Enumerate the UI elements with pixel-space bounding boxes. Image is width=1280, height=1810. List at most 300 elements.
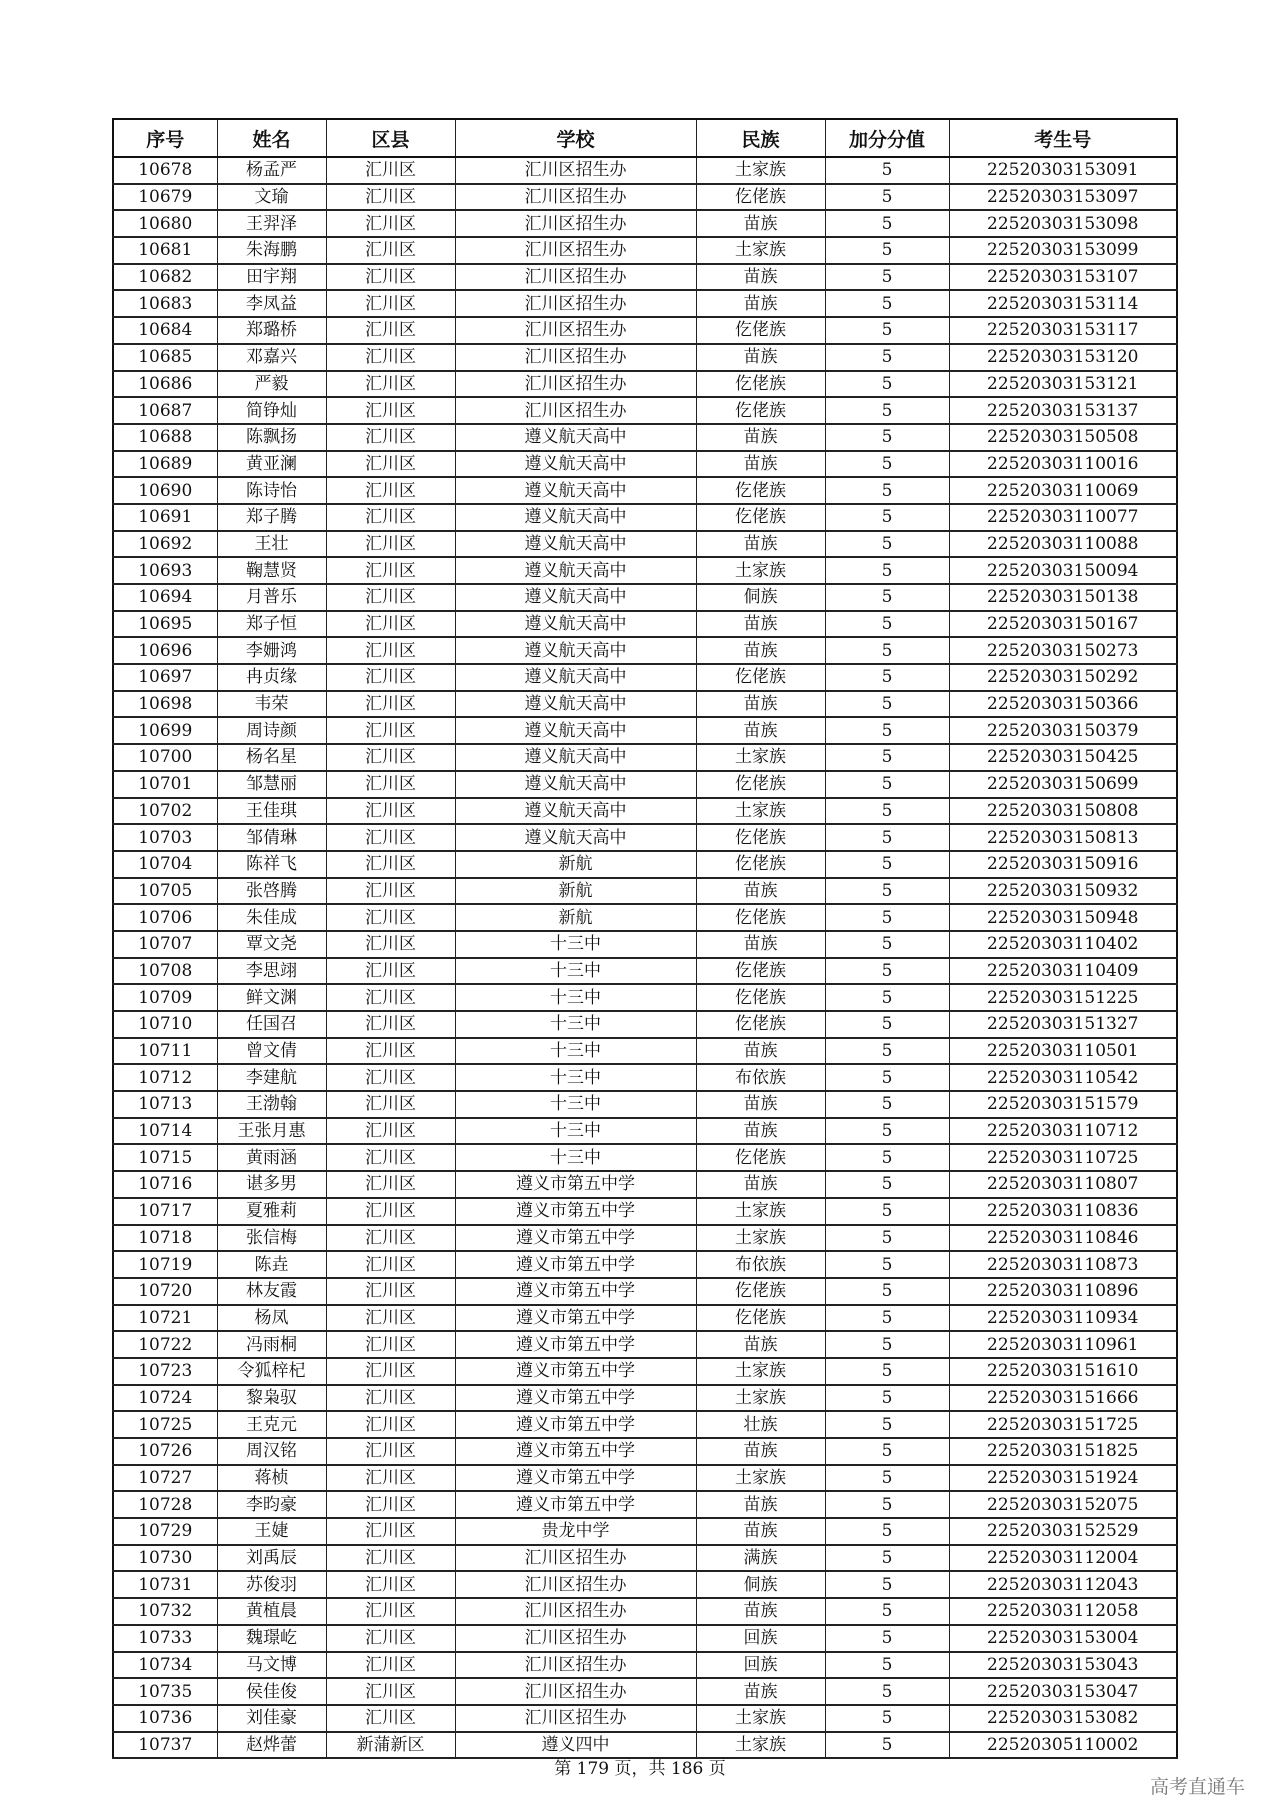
cell-name: 周诗颜 — [217, 717, 326, 744]
cell-ethnicity: 土家族 — [696, 1198, 825, 1225]
table-row — [113, 1571, 1177, 1598]
cell-school: 遵义航天高中 — [455, 744, 696, 771]
cell-exam-id: 22520305110002 — [949, 1732, 1177, 1759]
cell-ethnicity: 土家族 — [696, 1705, 825, 1732]
table-row — [113, 210, 1177, 237]
cell-school: 汇川区招生办 — [455, 317, 696, 344]
cell-district: 汇川区 — [326, 1225, 455, 1252]
cell-name: 邹慧丽 — [217, 771, 326, 798]
cell-exam-id: 22520303152529 — [949, 1518, 1177, 1545]
cell-school: 遵义市第五中学 — [455, 1225, 696, 1252]
cell-school: 十三中 — [455, 1118, 696, 1145]
cell-exam-id: 22520303150948 — [949, 904, 1177, 931]
cell-bonus: 5 — [825, 1118, 949, 1145]
cell-exam-id: 22520303110934 — [949, 1305, 1177, 1332]
cell-district: 汇川区 — [326, 184, 455, 211]
cell-school: 遵义航天高中 — [455, 424, 696, 451]
table-row — [113, 798, 1177, 825]
cell-district: 汇川区 — [326, 264, 455, 291]
cell-name: 鞠慧贤 — [217, 557, 326, 584]
cell-exam-id: 22520303150379 — [949, 717, 1177, 744]
cell-district: 汇川区 — [326, 1091, 455, 1118]
cell-exam-id: 22520303150167 — [949, 611, 1177, 638]
cell-ethnicity: 土家族 — [696, 1358, 825, 1385]
cell-district: 汇川区 — [326, 1385, 455, 1412]
cell-bonus: 5 — [825, 1545, 949, 1572]
cell-name: 谌多男 — [217, 1171, 326, 1198]
cell-ethnicity: 苗族 — [696, 637, 825, 664]
cell-exam-id: 22520303153114 — [949, 290, 1177, 317]
cell-school: 遵义航天高中 — [455, 531, 696, 558]
cell-ethnicity: 回族 — [696, 1625, 825, 1652]
watermark: 高考直通车 — [1150, 1776, 1246, 1798]
cell-index: 10678 — [113, 157, 217, 184]
table-row — [113, 584, 1177, 611]
cell-index: 10732 — [113, 1598, 217, 1625]
table-row — [113, 824, 1177, 851]
cell-school: 遵义市第五中学 — [455, 1465, 696, 1492]
cell-index: 10689 — [113, 451, 217, 478]
cell-ethnicity: 仡佬族 — [696, 477, 825, 504]
cell-name: 黄亚澜 — [217, 451, 326, 478]
cell-district: 汇川区 — [326, 1198, 455, 1225]
table-row — [113, 477, 1177, 504]
table-row — [113, 1411, 1177, 1438]
cell-index: 10728 — [113, 1491, 217, 1518]
cell-name: 赵烨蕾 — [217, 1732, 326, 1759]
cell-school: 遵义市第五中学 — [455, 1331, 696, 1358]
cell-exam-id: 22520303112004 — [949, 1545, 1177, 1572]
header-school: 学校 — [455, 119, 696, 157]
cell-name: 李姗鸿 — [217, 637, 326, 664]
cell-exam-id: 22520303110077 — [949, 504, 1177, 531]
cell-school: 遵义航天高中 — [455, 477, 696, 504]
cell-district: 汇川区 — [326, 1305, 455, 1332]
cell-exam-id: 22520303150699 — [949, 771, 1177, 798]
cell-index: 10702 — [113, 798, 217, 825]
header-name: 姓名 — [217, 119, 326, 157]
cell-bonus: 5 — [825, 1038, 949, 1065]
cell-name: 杨孟严 — [217, 157, 326, 184]
cell-name: 覃文尧 — [217, 931, 326, 958]
cell-ethnicity: 苗族 — [696, 1038, 825, 1065]
cell-index: 10714 — [113, 1118, 217, 1145]
cell-district: 汇川区 — [326, 717, 455, 744]
cell-bonus: 5 — [825, 851, 949, 878]
cell-index: 10696 — [113, 637, 217, 664]
cell-index: 10720 — [113, 1278, 217, 1305]
cell-index: 10694 — [113, 584, 217, 611]
cell-index: 10711 — [113, 1038, 217, 1065]
cell-ethnicity: 仡佬族 — [696, 317, 825, 344]
cell-index: 10726 — [113, 1438, 217, 1465]
cell-index: 10735 — [113, 1678, 217, 1705]
table-row — [113, 744, 1177, 771]
cell-ethnicity: 仡佬族 — [696, 984, 825, 1011]
cell-bonus: 5 — [825, 931, 949, 958]
table-row — [113, 1438, 1177, 1465]
cell-ethnicity: 苗族 — [696, 1598, 825, 1625]
cell-name: 王张月惠 — [217, 1118, 326, 1145]
cell-exam-id: 22520303153107 — [949, 264, 1177, 291]
cell-name: 任国召 — [217, 1011, 326, 1038]
cell-name: 朱佳成 — [217, 904, 326, 931]
cell-bonus: 5 — [825, 1652, 949, 1679]
cell-index: 10693 — [113, 557, 217, 584]
table-row — [113, 1144, 1177, 1171]
cell-bonus: 5 — [825, 531, 949, 558]
cell-bonus: 5 — [825, 424, 949, 451]
cell-bonus: 5 — [825, 451, 949, 478]
cell-district: 新蒲新区 — [326, 1732, 455, 1759]
cell-district: 汇川区 — [326, 611, 455, 638]
cell-exam-id: 22520303153099 — [949, 237, 1177, 264]
cell-index: 10736 — [113, 1705, 217, 1732]
cell-school: 遵义航天高中 — [455, 557, 696, 584]
cell-name: 黄植晨 — [217, 1598, 326, 1625]
cell-school: 遵义航天高中 — [455, 584, 696, 611]
table-row — [113, 557, 1177, 584]
cell-exam-id: 22520303110402 — [949, 931, 1177, 958]
cell-name: 王羿泽 — [217, 210, 326, 237]
cell-school: 汇川区招生办 — [455, 1571, 696, 1598]
cell-district: 汇川区 — [326, 477, 455, 504]
cell-district: 汇川区 — [326, 531, 455, 558]
cell-district: 汇川区 — [326, 1438, 455, 1465]
cell-exam-id: 22520303153098 — [949, 210, 1177, 237]
table-row — [113, 851, 1177, 878]
cell-bonus: 5 — [825, 1598, 949, 1625]
cell-exam-id: 22520303110961 — [949, 1331, 1177, 1358]
header-index: 序号 — [113, 119, 217, 157]
cell-name: 夏雅莉 — [217, 1198, 326, 1225]
cell-bonus: 5 — [825, 691, 949, 718]
table-row — [113, 1465, 1177, 1492]
cell-exam-id: 22520303110501 — [949, 1038, 1177, 1065]
cell-school: 遵义市第五中学 — [455, 1251, 696, 1278]
cell-district: 汇川区 — [326, 931, 455, 958]
cell-bonus: 5 — [825, 1171, 949, 1198]
table-row — [113, 611, 1177, 638]
cell-bonus: 5 — [825, 237, 949, 264]
cell-ethnicity: 苗族 — [696, 1091, 825, 1118]
table-row — [113, 1625, 1177, 1652]
table-row — [113, 771, 1177, 798]
cell-ethnicity: 土家族 — [696, 1385, 825, 1412]
table-row — [113, 664, 1177, 691]
cell-name: 刘禹辰 — [217, 1545, 326, 1572]
cell-ethnicity: 壮族 — [696, 1411, 825, 1438]
cell-index: 10717 — [113, 1198, 217, 1225]
cell-school: 汇川区招生办 — [455, 184, 696, 211]
cell-index: 10725 — [113, 1411, 217, 1438]
header-district: 区县 — [326, 119, 455, 157]
table-header-row — [113, 119, 1177, 157]
table-row — [113, 371, 1177, 398]
cell-ethnicity: 回族 — [696, 1652, 825, 1679]
cell-index: 10731 — [113, 1571, 217, 1598]
cell-bonus: 5 — [825, 1518, 949, 1545]
cell-index: 10692 — [113, 531, 217, 558]
cell-ethnicity: 苗族 — [696, 691, 825, 718]
cell-ethnicity: 苗族 — [696, 210, 825, 237]
cell-index: 10719 — [113, 1251, 217, 1278]
cell-ethnicity: 苗族 — [696, 344, 825, 371]
cell-exam-id: 22520303150138 — [949, 584, 1177, 611]
cell-district: 汇川区 — [326, 1331, 455, 1358]
cell-district: 汇川区 — [326, 157, 455, 184]
header-exam-id: 考生号 — [949, 119, 1177, 157]
cell-exam-id: 22520303110846 — [949, 1225, 1177, 1252]
cell-district: 汇川区 — [326, 744, 455, 771]
table-row — [113, 717, 1177, 744]
cell-ethnicity: 土家族 — [696, 744, 825, 771]
cell-district: 汇川区 — [326, 771, 455, 798]
cell-index: 10690 — [113, 477, 217, 504]
cell-bonus: 5 — [825, 958, 949, 985]
table-row — [113, 1705, 1177, 1732]
table-row — [113, 264, 1177, 291]
cell-school: 遵义市第五中学 — [455, 1358, 696, 1385]
cell-district: 汇川区 — [326, 1598, 455, 1625]
cell-exam-id: 22520303112043 — [949, 1571, 1177, 1598]
cell-school: 汇川区招生办 — [455, 371, 696, 398]
cell-school: 遵义航天高中 — [455, 451, 696, 478]
cell-exam-id: 22520303152075 — [949, 1491, 1177, 1518]
cell-ethnicity: 苗族 — [696, 878, 825, 905]
table-row — [113, 958, 1177, 985]
cell-name: 陈飘扬 — [217, 424, 326, 451]
cell-exam-id: 22520303150094 — [949, 557, 1177, 584]
cell-school: 新航 — [455, 878, 696, 905]
cell-ethnicity: 苗族 — [696, 1678, 825, 1705]
cell-name: 侯佳俊 — [217, 1678, 326, 1705]
cell-index: 10691 — [113, 504, 217, 531]
cell-bonus: 5 — [825, 664, 949, 691]
cell-bonus: 5 — [825, 984, 949, 1011]
cell-bonus: 5 — [825, 1011, 949, 1038]
cell-bonus: 5 — [825, 1064, 949, 1091]
cell-district: 汇川区 — [326, 290, 455, 317]
cell-district: 汇川区 — [326, 637, 455, 664]
cell-ethnicity: 苗族 — [696, 1491, 825, 1518]
cell-ethnicity: 土家族 — [696, 1465, 825, 1492]
cell-school: 十三中 — [455, 1011, 696, 1038]
table-row — [113, 691, 1177, 718]
cell-name: 李思翊 — [217, 958, 326, 985]
cell-ethnicity: 苗族 — [696, 264, 825, 291]
table-row — [113, 504, 1177, 531]
cell-index: 10733 — [113, 1625, 217, 1652]
cell-ethnicity: 苗族 — [696, 424, 825, 451]
cell-ethnicity: 侗族 — [696, 584, 825, 611]
cell-exam-id: 22520303110016 — [949, 451, 1177, 478]
table-row — [113, 637, 1177, 664]
cell-school: 十三中 — [455, 958, 696, 985]
cell-index: 10684 — [113, 317, 217, 344]
cell-district: 汇川区 — [326, 1518, 455, 1545]
cell-bonus: 5 — [825, 1625, 949, 1652]
cell-district: 汇川区 — [326, 237, 455, 264]
table-row — [113, 1518, 1177, 1545]
table-row — [113, 1598, 1177, 1625]
cell-exam-id: 22520303110896 — [949, 1278, 1177, 1305]
cell-bonus: 5 — [825, 904, 949, 931]
cell-ethnicity: 苗族 — [696, 611, 825, 638]
cell-name: 郑子恒 — [217, 611, 326, 638]
cell-bonus: 5 — [825, 1358, 949, 1385]
cell-exam-id: 22520303151725 — [949, 1411, 1177, 1438]
cell-school: 汇川区招生办 — [455, 1652, 696, 1679]
cell-name: 月普乐 — [217, 584, 326, 611]
cell-index: 10737 — [113, 1732, 217, 1759]
cell-index: 10709 — [113, 984, 217, 1011]
cell-ethnicity: 土家族 — [696, 237, 825, 264]
cell-index: 10721 — [113, 1305, 217, 1332]
cell-exam-id: 22520303151825 — [949, 1438, 1177, 1465]
cell-name: 陈祥飞 — [217, 851, 326, 878]
cell-school: 遵义市第五中学 — [455, 1278, 696, 1305]
cell-bonus: 5 — [825, 157, 949, 184]
cell-bonus: 5 — [825, 371, 949, 398]
cell-district: 汇川区 — [326, 984, 455, 1011]
cell-bonus: 5 — [825, 397, 949, 424]
cell-exam-id: 22520303153117 — [949, 317, 1177, 344]
cell-ethnicity: 仡佬族 — [696, 1011, 825, 1038]
cell-school: 汇川区招生办 — [455, 290, 696, 317]
cell-ethnicity: 侗族 — [696, 1571, 825, 1598]
cell-district: 汇川区 — [326, 1491, 455, 1518]
cell-bonus: 5 — [825, 344, 949, 371]
cell-school: 遵义四中 — [455, 1732, 696, 1759]
cell-name: 林友霞 — [217, 1278, 326, 1305]
cell-district: 汇川区 — [326, 1678, 455, 1705]
cell-school: 遵义航天高中 — [455, 637, 696, 664]
cell-bonus: 5 — [825, 1251, 949, 1278]
cell-name: 鲜文渊 — [217, 984, 326, 1011]
cell-bonus: 5 — [825, 317, 949, 344]
cell-exam-id: 22520303110725 — [949, 1144, 1177, 1171]
cell-name: 邹倩琳 — [217, 824, 326, 851]
cell-ethnicity: 仡佬族 — [696, 1305, 825, 1332]
table-row — [113, 397, 1177, 424]
cell-name: 杨凤 — [217, 1305, 326, 1332]
cell-school: 汇川区招生办 — [455, 1705, 696, 1732]
cell-ethnicity: 仡佬族 — [696, 958, 825, 985]
cell-index: 10686 — [113, 371, 217, 398]
table-row — [113, 1118, 1177, 1145]
cell-bonus: 5 — [825, 1705, 949, 1732]
cell-ethnicity: 满族 — [696, 1545, 825, 1572]
cell-bonus: 5 — [825, 1278, 949, 1305]
cell-exam-id: 22520303153097 — [949, 184, 1177, 211]
cell-exam-id: 22520303150808 — [949, 798, 1177, 825]
cell-name: 朱海鹏 — [217, 237, 326, 264]
cell-ethnicity: 土家族 — [696, 557, 825, 584]
cell-district: 汇川区 — [326, 1118, 455, 1145]
cell-school: 汇川区招生办 — [455, 1545, 696, 1572]
cell-bonus: 5 — [825, 611, 949, 638]
cell-ethnicity: 土家族 — [696, 1732, 825, 1759]
cell-index: 10712 — [113, 1064, 217, 1091]
cell-district: 汇川区 — [326, 557, 455, 584]
header-bonus: 加分分值 — [825, 119, 949, 157]
cell-name: 蒋桢 — [217, 1465, 326, 1492]
table-row — [113, 237, 1177, 264]
table-row — [113, 1171, 1177, 1198]
cell-name: 刘佳豪 — [217, 1705, 326, 1732]
table-row — [113, 1038, 1177, 1065]
cell-bonus: 5 — [825, 1144, 949, 1171]
cell-name: 严毅 — [217, 371, 326, 398]
table-row — [113, 184, 1177, 211]
cell-name: 田宇翔 — [217, 264, 326, 291]
table-row — [113, 451, 1177, 478]
cell-ethnicity: 仡佬族 — [696, 851, 825, 878]
cell-name: 李昀豪 — [217, 1491, 326, 1518]
cell-school: 十三中 — [455, 984, 696, 1011]
cell-school: 遵义市第五中学 — [455, 1198, 696, 1225]
cell-exam-id: 22520303153043 — [949, 1652, 1177, 1679]
cell-school: 汇川区招生办 — [455, 210, 696, 237]
cell-exam-id: 22520303151225 — [949, 984, 1177, 1011]
cell-exam-id: 22520303151327 — [949, 1011, 1177, 1038]
cell-school: 遵义市第五中学 — [455, 1491, 696, 1518]
cell-name: 李建航 — [217, 1064, 326, 1091]
cell-bonus: 5 — [825, 1385, 949, 1412]
table-row — [113, 424, 1177, 451]
cell-ethnicity: 土家族 — [696, 798, 825, 825]
cell-exam-id: 22520303150508 — [949, 424, 1177, 451]
cell-name: 邓嘉兴 — [217, 344, 326, 371]
cell-ethnicity: 仡佬族 — [696, 371, 825, 398]
cell-school: 遵义航天高中 — [455, 664, 696, 691]
cell-district: 汇川区 — [326, 371, 455, 398]
table-row — [113, 904, 1177, 931]
cell-bonus: 5 — [825, 210, 949, 237]
cell-exam-id: 22520303153004 — [949, 1625, 1177, 1652]
cell-bonus: 5 — [825, 1225, 949, 1252]
cell-bonus: 5 — [825, 717, 949, 744]
cell-school: 汇川区招生办 — [455, 237, 696, 264]
cell-exam-id: 22520303110712 — [949, 1118, 1177, 1145]
cell-district: 汇川区 — [326, 1358, 455, 1385]
cell-school: 汇川区招生办 — [455, 397, 696, 424]
cell-index: 10706 — [113, 904, 217, 931]
table-row — [113, 931, 1177, 958]
cell-district: 汇川区 — [326, 1011, 455, 1038]
cell-name: 杨名星 — [217, 744, 326, 771]
cell-index: 10698 — [113, 691, 217, 718]
cell-index: 10716 — [113, 1171, 217, 1198]
cell-school: 遵义市第五中学 — [455, 1171, 696, 1198]
cell-ethnicity: 苗族 — [696, 290, 825, 317]
cell-district: 汇川区 — [326, 878, 455, 905]
cell-district: 汇川区 — [326, 824, 455, 851]
cell-district: 汇川区 — [326, 584, 455, 611]
bonus-points-table — [112, 118, 1178, 1759]
cell-index: 10718 — [113, 1225, 217, 1252]
cell-index: 10683 — [113, 290, 217, 317]
cell-school: 十三中 — [455, 1091, 696, 1118]
cell-index: 10699 — [113, 717, 217, 744]
cell-district: 汇川区 — [326, 451, 455, 478]
cell-district: 汇川区 — [326, 504, 455, 531]
cell-school: 十三中 — [455, 1038, 696, 1065]
cell-name: 张信梅 — [217, 1225, 326, 1252]
cell-school: 遵义航天高中 — [455, 824, 696, 851]
cell-school: 十三中 — [455, 1144, 696, 1171]
